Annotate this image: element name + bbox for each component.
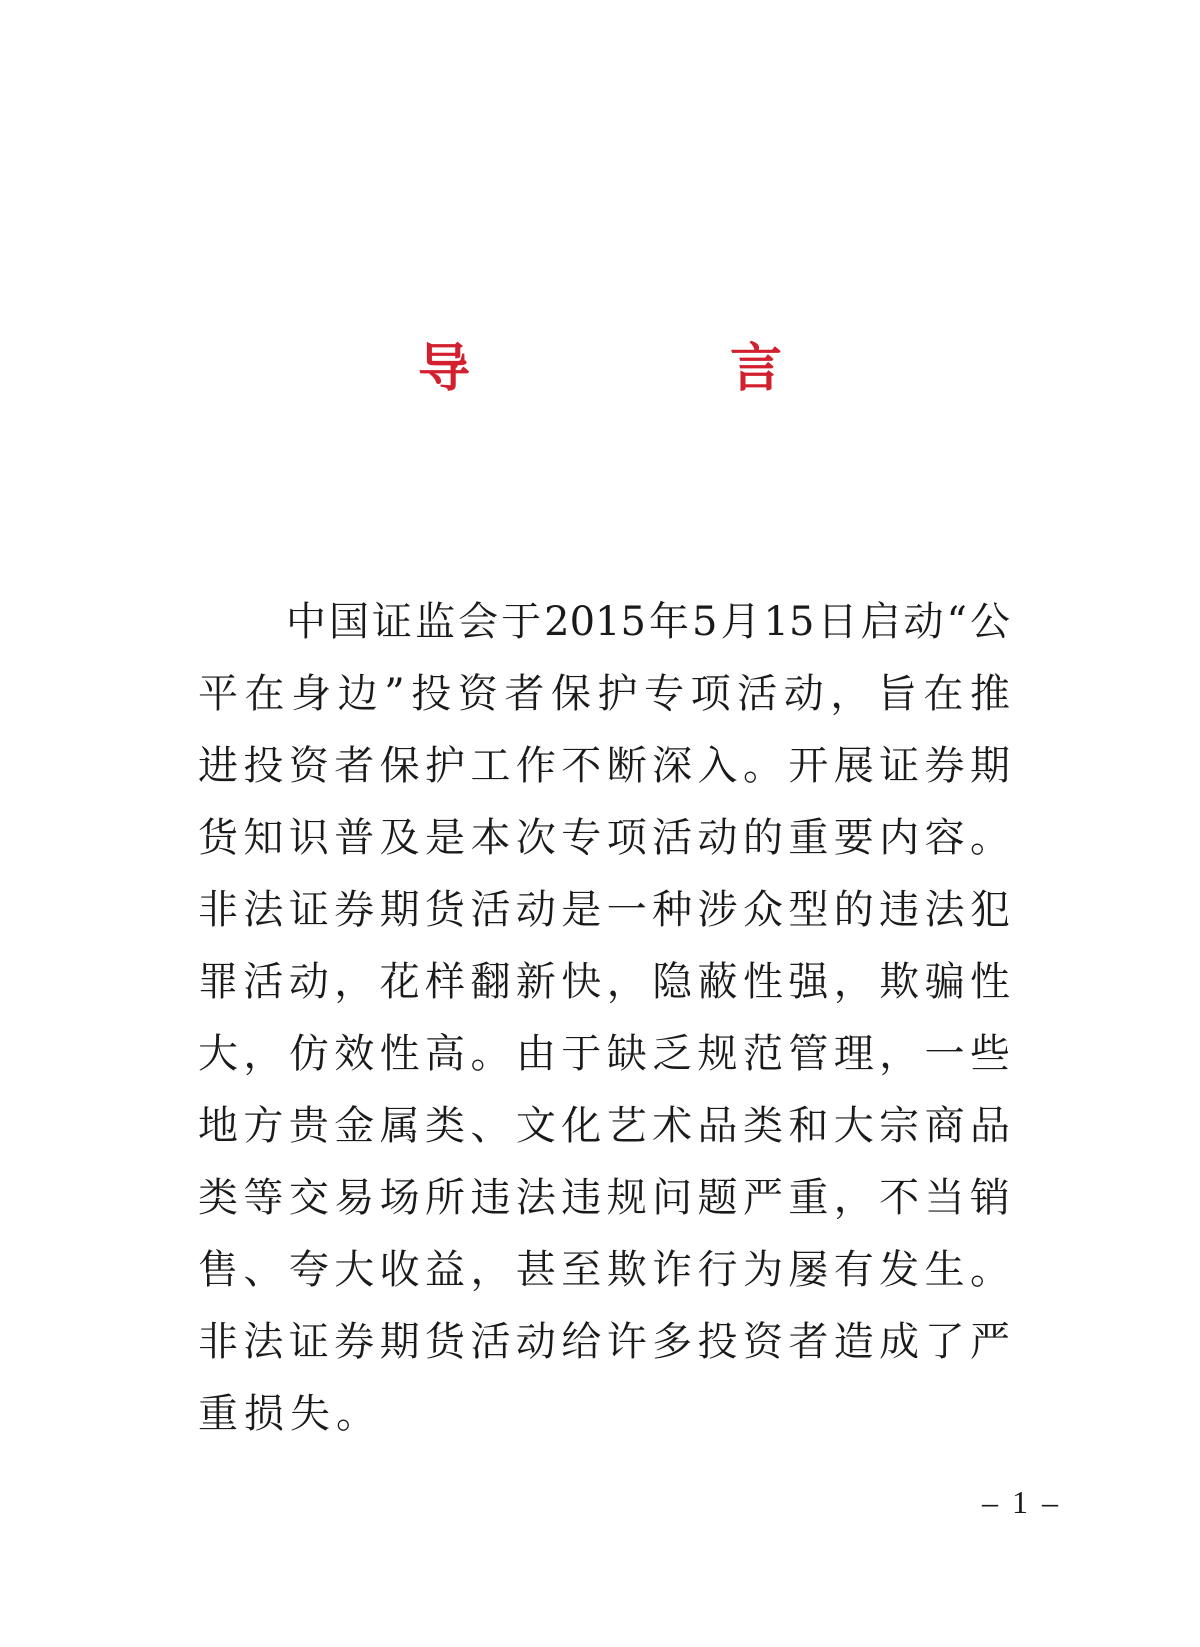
paragraph-line: 进投资者保护工作不断深入。开展证券期 [198,743,1010,789]
body-paragraph [198,586,1010,1450]
paragraph-line: 平在身边”投资者保护专项活动，旨在推 [198,671,1010,717]
paragraph-line: 重损失。 [198,1391,382,1437]
paragraph-line: 类等交易场所违法违规问题严重，不当销 [198,1175,1010,1221]
paragraph-line: 非法证券期货活动是一种涉众型的违法犯 [198,887,1010,933]
paragraph-line: 罪活动，花样翻新快，隐蔽性强，欺骗性 [198,959,1010,1005]
page-title: 导 言 [417,338,886,399]
paragraph-line: 大，仿效性高。由于缺乏规范管理，一些 [198,1031,1010,1077]
paragraph-line: 中国证监会于2015年5月15日启动“公 [286,599,1010,645]
paragraph-line: 地方贵金属类、文化艺术品类和大宗商品 [198,1103,1010,1149]
paragraph-line: 非法证券期货活动给许多投资者造成了严 [198,1319,1010,1365]
paragraph-line: 货知识普及是本次专项活动的重要内容。 [198,815,1010,861]
page-number: – 1 – [982,1484,1058,1520]
paragraph-line: 售、夸大收益，甚至欺诈行为屡有发生。 [198,1247,1010,1293]
